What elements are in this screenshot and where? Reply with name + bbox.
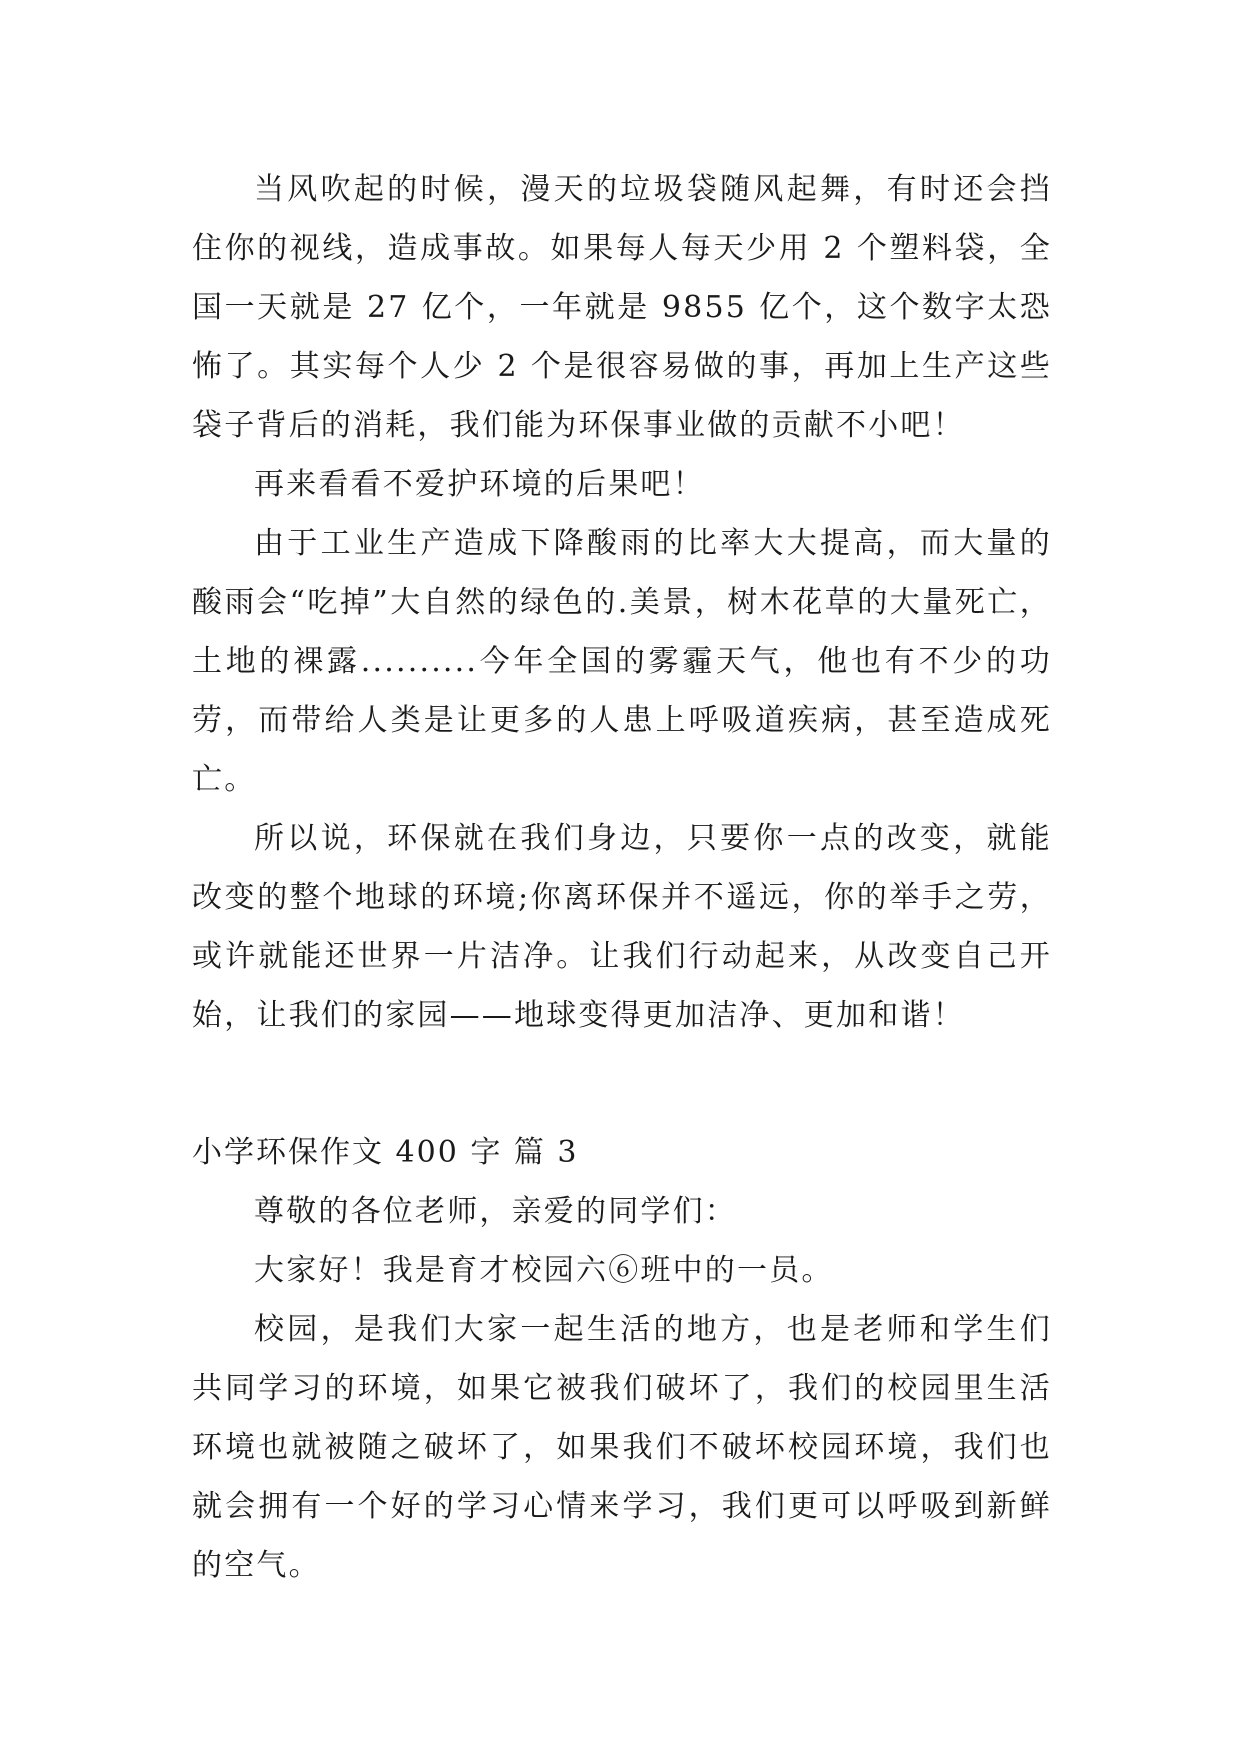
paragraph-plastic-bags: 当风吹起的时候，漫天的垃圾袋随风起舞，有时还会挡住你的视线，造成事故。如果每人每天少用 2 个塑料袋，全国一天就是 27 亿个，一年就是 9855 亿个，这个数字太恐怖了。其实每个人少 2 个是很容易做的事，再加上生产这些袋子背后的消耗，我们能为环保事业做的贡献不小吧！ xyxy=(192,172,1052,443)
paragraph-greeting: 尊敬的各位老师，亲爱的同学们： xyxy=(254,1194,737,1229)
paragraph-consequences-intro: 再来看看不爱护环境的后果吧！ xyxy=(254,467,705,502)
paragraph-introduction: 大家好！我是育才校园六⑥班中的一员。 xyxy=(254,1253,834,1288)
section-title: 小学环保作文 400 字 篇 3 xyxy=(192,1135,579,1170)
paragraph-acid-rain: 由于工业生产造成下降酸雨的比率大大提高，而大量的酸雨会“吃掉”大自然的绿色的.美景，树木花草的大量死亡，土地的裸露..........今年全国的雾霾天气，他也有不少的功劳，而带给人类是让更多的人患上呼吸道疾病，甚至造成死亡。 xyxy=(192,526,1052,797)
paragraph-conclusion: 所以说，环保就在我们身边，只要你一点的改变，就能改变的整个地球的环境;你离环保并不遥远，你的举手之劳，或许就能还世界一片洁净。让我们行动起来，从改变自己开始，让我们的家园——地球变得更加洁净、更加和谐！ xyxy=(192,821,1052,1033)
paragraph-campus: 校园，是我们大家一起生活的地方，也是老师和学生们共同学习的环境，如果它被我们破坏了，我们的校园里生活环境也就被随之破坏了，如果我们不破坏校园环境，我们也就会拥有一个好的学习心情来学习，我们更可以呼吸到新鲜的空气。 xyxy=(192,1312,1052,1583)
document-body xyxy=(192,160,1052,1595)
